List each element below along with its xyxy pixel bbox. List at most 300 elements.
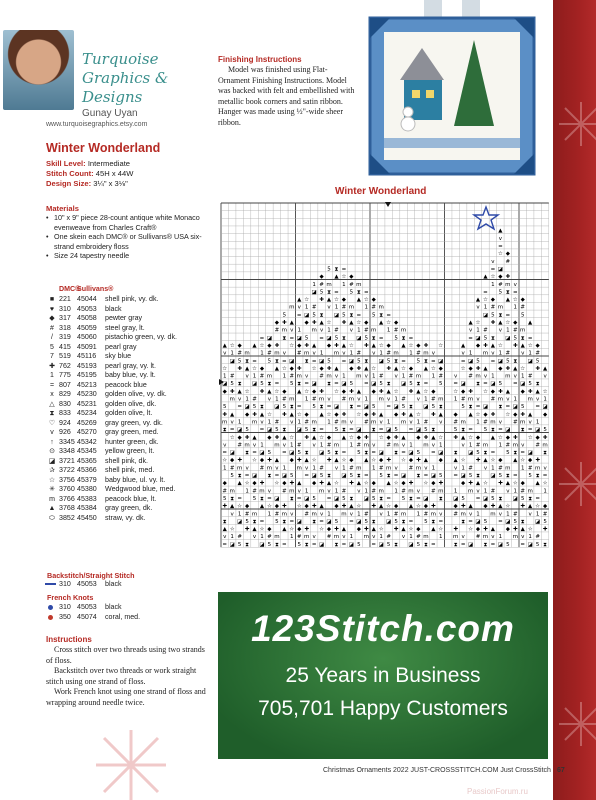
symbol-icon: 7 bbox=[50, 353, 54, 360]
svg-text:1: 1 bbox=[439, 442, 443, 449]
svg-text:m: m bbox=[527, 488, 533, 495]
svg-text:◪: ◪ bbox=[311, 381, 317, 388]
color-name: pearl gray, vy. lt. bbox=[105, 361, 156, 370]
symbol-icon: ↑ bbox=[50, 438, 54, 446]
svg-text:⧗: ⧗ bbox=[349, 312, 354, 319]
svg-text:◪: ◪ bbox=[482, 404, 489, 411]
svg-text:◪: ◪ bbox=[311, 289, 317, 296]
svg-text:#: # bbox=[490, 488, 496, 495]
svg-text:=: = bbox=[431, 541, 436, 548]
svg-text:▲: ▲ bbox=[334, 457, 339, 464]
svg-text:⧗: ⧗ bbox=[394, 358, 399, 365]
svg-text:5: 5 bbox=[297, 541, 301, 548]
svg-text:m: m bbox=[467, 396, 474, 403]
svg-text:⧗: ⧗ bbox=[438, 404, 443, 411]
dmc-number: 3766 bbox=[59, 494, 75, 503]
svg-text:=: = bbox=[520, 541, 526, 548]
dmc-number: 807 bbox=[59, 380, 71, 389]
svg-text:v: v bbox=[319, 511, 324, 518]
svg-text:⧗: ⧗ bbox=[379, 312, 384, 319]
svg-text:☆: ☆ bbox=[386, 320, 392, 326]
svg-text:⧗: ⧗ bbox=[528, 495, 533, 502]
svg-text:✚: ✚ bbox=[222, 503, 228, 510]
svg-text:5: 5 bbox=[535, 541, 540, 548]
svg-text:m: m bbox=[534, 465, 541, 472]
svg-text:◪: ◪ bbox=[341, 381, 347, 388]
svg-text:✚: ✚ bbox=[252, 411, 257, 418]
svg-text:☆: ☆ bbox=[393, 388, 399, 395]
svg-text:✚: ✚ bbox=[378, 388, 384, 395]
svg-text:✚: ✚ bbox=[438, 480, 444, 487]
svg-text:◪: ◪ bbox=[281, 473, 287, 479]
svg-text:▲: ▲ bbox=[244, 365, 250, 372]
svg-text:m: m bbox=[259, 488, 265, 495]
svg-text:▲: ▲ bbox=[319, 320, 324, 326]
svg-text:✚: ✚ bbox=[229, 388, 235, 395]
svg-text:=: = bbox=[438, 518, 444, 525]
svg-text:☆: ☆ bbox=[356, 411, 362, 418]
sullivans-number: 45366 bbox=[77, 466, 97, 474]
svg-text:#: # bbox=[378, 373, 384, 380]
svg-text:◪: ◪ bbox=[475, 335, 481, 342]
key-row bbox=[45, 456, 228, 467]
svg-text:◪: ◪ bbox=[341, 473, 347, 479]
svg-text:=: = bbox=[341, 266, 347, 273]
svg-text:m: m bbox=[303, 350, 310, 357]
svg-text:◆: ◆ bbox=[326, 434, 332, 441]
svg-text:✚: ✚ bbox=[483, 526, 488, 533]
svg-text:◆: ◆ bbox=[438, 457, 443, 464]
svg-text:1: 1 bbox=[297, 419, 301, 426]
svg-text:#: # bbox=[483, 327, 488, 334]
svg-text:5: 5 bbox=[461, 404, 465, 411]
svg-text:⧗: ⧗ bbox=[304, 541, 309, 548]
svg-text:1: 1 bbox=[245, 396, 249, 403]
dmc-number: 833 bbox=[59, 409, 71, 417]
svg-text:v: v bbox=[379, 419, 383, 426]
snowflake-icon bbox=[557, 460, 596, 508]
svg-text:1: 1 bbox=[267, 511, 272, 518]
svg-text:✚: ✚ bbox=[259, 388, 265, 395]
svg-text:m: m bbox=[423, 350, 429, 357]
svg-text:v: v bbox=[312, 534, 316, 541]
svg-text:5: 5 bbox=[230, 381, 234, 388]
svg-text:⧗: ⧗ bbox=[304, 450, 309, 457]
svg-text:v: v bbox=[223, 442, 227, 449]
symbol-icon: / bbox=[51, 334, 53, 341]
designer-website[interactable]: www.turquoisegraphics.etsy.com bbox=[46, 121, 148, 128]
svg-text:⧗: ⧗ bbox=[274, 358, 279, 365]
svg-text:m: m bbox=[244, 442, 250, 449]
svg-text:◆: ◆ bbox=[282, 388, 287, 395]
svg-text:5: 5 bbox=[282, 404, 287, 411]
svg-text:◆: ◆ bbox=[416, 434, 421, 441]
svg-text:⧗: ⧗ bbox=[304, 358, 309, 365]
svg-text:1: 1 bbox=[506, 327, 510, 334]
svg-text:5: 5 bbox=[267, 358, 272, 365]
dmc-number: 830 bbox=[59, 399, 71, 408]
svg-text:5: 5 bbox=[290, 381, 294, 388]
svg-text:▲: ▲ bbox=[371, 342, 376, 349]
svg-text:✚: ✚ bbox=[535, 365, 540, 372]
svg-text:v: v bbox=[282, 350, 286, 357]
svg-text:m: m bbox=[311, 511, 317, 518]
color-name: coral, med. bbox=[105, 613, 141, 621]
svg-text:☆: ☆ bbox=[363, 480, 369, 487]
svg-text:1: 1 bbox=[498, 442, 503, 449]
svg-text:m: m bbox=[266, 373, 273, 380]
svg-text:⧗: ⧗ bbox=[364, 358, 369, 365]
dmc-number: 762 bbox=[59, 361, 71, 370]
svg-text:m: m bbox=[400, 511, 407, 518]
svg-text:1: 1 bbox=[379, 350, 383, 357]
svg-text:m: m bbox=[326, 373, 332, 380]
svg-text:m: m bbox=[326, 281, 332, 288]
svg-text:◪: ◪ bbox=[386, 427, 392, 434]
svg-text:m: m bbox=[475, 373, 481, 380]
svg-text:v: v bbox=[476, 488, 480, 495]
symbol-icon: ☆ bbox=[48, 476, 56, 484]
svg-text:▲: ▲ bbox=[416, 388, 421, 395]
svg-text:v: v bbox=[454, 373, 458, 380]
svg-text:✚: ✚ bbox=[490, 411, 496, 418]
key-row bbox=[45, 352, 225, 362]
svg-text:▲: ▲ bbox=[282, 526, 287, 533]
svg-text:▲: ▲ bbox=[259, 411, 265, 418]
svg-text:m: m bbox=[274, 350, 280, 357]
svg-text:✚: ✚ bbox=[319, 297, 324, 304]
svg-text:◪: ◪ bbox=[274, 495, 280, 502]
svg-text:v: v bbox=[312, 350, 316, 357]
svg-text:v: v bbox=[401, 442, 406, 449]
svg-text:✚: ✚ bbox=[304, 434, 309, 441]
svg-text:5: 5 bbox=[275, 427, 279, 434]
materials-heading: Materials bbox=[46, 204, 79, 213]
svg-text:m: m bbox=[467, 488, 474, 495]
svg-text:v: v bbox=[416, 488, 421, 495]
svg-text:✚: ✚ bbox=[475, 365, 481, 372]
svg-text:1: 1 bbox=[349, 350, 354, 357]
svg-text:5: 5 bbox=[327, 450, 331, 457]
svg-text:☆: ☆ bbox=[408, 342, 414, 349]
svg-text:v: v bbox=[439, 419, 443, 426]
svg-text:◪: ◪ bbox=[318, 450, 325, 457]
svg-text:1: 1 bbox=[461, 465, 465, 472]
svg-text:✚: ✚ bbox=[222, 411, 228, 418]
svg-text:5: 5 bbox=[439, 473, 443, 479]
svg-text:☆: ☆ bbox=[393, 480, 399, 487]
svg-text:1: 1 bbox=[498, 534, 503, 541]
svg-text:◪: ◪ bbox=[475, 518, 481, 525]
svg-text:⧗: ⧗ bbox=[409, 495, 413, 502]
svg-text:1: 1 bbox=[468, 350, 473, 357]
symbol-icon: ✳ bbox=[49, 486, 55, 493]
svg-text:◪: ◪ bbox=[460, 473, 466, 479]
svg-text:5: 5 bbox=[386, 541, 391, 548]
advertisement[interactable] bbox=[218, 592, 548, 759]
svg-text:=: = bbox=[282, 358, 287, 365]
svg-text:1: 1 bbox=[282, 373, 287, 380]
symbol-icon: = bbox=[49, 381, 55, 389]
svg-text:◪: ◪ bbox=[527, 358, 533, 365]
svg-text:5: 5 bbox=[528, 381, 532, 388]
svg-text:=: = bbox=[356, 312, 362, 319]
svg-text:◪: ◪ bbox=[467, 358, 474, 365]
svg-text:▲: ▲ bbox=[267, 388, 272, 395]
svg-text:⧗: ⧗ bbox=[245, 358, 250, 365]
svg-text:⧗: ⧗ bbox=[237, 381, 242, 388]
svg-text:1: 1 bbox=[528, 534, 532, 541]
svg-text:=: = bbox=[267, 495, 272, 502]
svg-text:◪: ◪ bbox=[326, 335, 332, 342]
svg-text:◪: ◪ bbox=[490, 381, 496, 388]
svg-text:⧗: ⧗ bbox=[535, 381, 540, 388]
svg-text:◆: ◆ bbox=[289, 457, 294, 464]
dmc-number: 319 bbox=[59, 333, 71, 341]
svg-text:◪: ◪ bbox=[244, 404, 250, 411]
svg-text:#: # bbox=[416, 534, 421, 541]
svg-text:✚: ✚ bbox=[363, 342, 369, 349]
svg-text:5: 5 bbox=[476, 450, 480, 457]
svg-text:▲: ▲ bbox=[341, 342, 347, 349]
svg-text:☆: ☆ bbox=[244, 388, 250, 395]
svg-text:=: = bbox=[341, 541, 347, 548]
svg-text:=: = bbox=[423, 473, 429, 479]
svg-text:▲: ▲ bbox=[222, 526, 227, 533]
svg-text:m: m bbox=[244, 350, 250, 357]
svg-text:▲: ▲ bbox=[230, 411, 235, 418]
sullivans-number: 45230 bbox=[77, 390, 97, 398]
svg-text:v: v bbox=[416, 396, 421, 403]
svg-text:☆: ☆ bbox=[229, 434, 235, 441]
svg-text:✚: ✚ bbox=[512, 526, 518, 533]
key-row bbox=[45, 390, 225, 400]
svg-text:=: = bbox=[341, 450, 347, 457]
svg-text:#: # bbox=[386, 350, 391, 357]
svg-text:◪: ◪ bbox=[266, 427, 273, 434]
svg-text:=: = bbox=[468, 518, 473, 525]
svg-text:v: v bbox=[252, 534, 257, 541]
svg-text:v: v bbox=[491, 534, 495, 541]
svg-text:5: 5 bbox=[327, 266, 331, 273]
svg-text:◪: ◪ bbox=[363, 495, 369, 502]
svg-text:▲: ▲ bbox=[289, 320, 294, 326]
svg-text:v: v bbox=[349, 511, 354, 518]
svg-text:1: 1 bbox=[483, 304, 488, 311]
key-row bbox=[45, 371, 225, 381]
svg-text:5: 5 bbox=[252, 404, 257, 411]
svg-text:▲: ▲ bbox=[468, 503, 473, 510]
svg-text:#: # bbox=[431, 396, 436, 403]
svg-text:☆: ☆ bbox=[430, 365, 436, 372]
svg-text:v: v bbox=[394, 373, 398, 380]
svg-text:☆: ☆ bbox=[274, 388, 280, 395]
svg-text:☆: ☆ bbox=[363, 297, 369, 304]
svg-text:#: # bbox=[512, 327, 518, 334]
svg-text:◆: ◆ bbox=[237, 434, 242, 441]
svg-text:#: # bbox=[512, 511, 518, 518]
svg-text:=: = bbox=[460, 541, 466, 548]
svg-text:▲: ▲ bbox=[326, 480, 332, 487]
sullivans-number: 45450 bbox=[77, 513, 97, 522]
designer-photo bbox=[3, 30, 74, 110]
svg-text:=: = bbox=[416, 495, 421, 502]
svg-text:☆: ☆ bbox=[319, 434, 325, 441]
svg-text:◆: ◆ bbox=[542, 503, 548, 510]
svg-text:v: v bbox=[223, 350, 227, 357]
svg-text:v: v bbox=[372, 442, 376, 449]
svg-text:◪: ◪ bbox=[497, 541, 503, 548]
dmc-number: 829 bbox=[59, 390, 71, 398]
svg-text:◪: ◪ bbox=[371, 381, 377, 388]
svg-text:☆: ☆ bbox=[378, 526, 384, 533]
svg-text:v: v bbox=[223, 534, 227, 541]
ad-brand: 123Stitch.com bbox=[251, 608, 515, 649]
svg-text:v: v bbox=[491, 258, 495, 265]
svg-text:1: 1 bbox=[342, 373, 346, 380]
decorative-border bbox=[553, 0, 596, 800]
svg-text:☆: ☆ bbox=[505, 503, 511, 510]
svg-text:1: 1 bbox=[543, 396, 547, 403]
svg-text:◪: ◪ bbox=[378, 450, 384, 457]
svg-text:=: = bbox=[326, 495, 332, 502]
svg-text:⧗: ⧗ bbox=[416, 381, 421, 388]
svg-text:✚: ✚ bbox=[237, 457, 242, 464]
svg-text:m: m bbox=[289, 396, 295, 403]
svg-text:v: v bbox=[327, 396, 331, 403]
svg-text:☆: ☆ bbox=[304, 297, 310, 304]
svg-text:▲: ▲ bbox=[341, 434, 347, 441]
svg-text:▲: ▲ bbox=[535, 388, 540, 395]
svg-text:✚: ✚ bbox=[468, 480, 473, 487]
svg-text:✚: ✚ bbox=[416, 457, 421, 464]
svg-text:☆: ☆ bbox=[438, 342, 444, 349]
svg-text:#: # bbox=[505, 258, 511, 265]
svg-text:◪: ◪ bbox=[259, 541, 265, 548]
svg-text:◪: ◪ bbox=[289, 358, 295, 365]
svg-text:m: m bbox=[378, 304, 384, 311]
svg-text:v: v bbox=[260, 419, 264, 426]
size-value: 3¼" x 3⅛" bbox=[93, 179, 128, 188]
key-row bbox=[45, 418, 228, 429]
svg-text:v: v bbox=[498, 235, 503, 242]
svg-text:m: m bbox=[505, 373, 511, 380]
svg-text:v: v bbox=[476, 396, 480, 403]
dmc-number: 3345 bbox=[59, 437, 75, 446]
symbol-icon: ▲ bbox=[48, 505, 56, 512]
svg-text:1: 1 bbox=[513, 304, 518, 311]
dmc-number: 310 bbox=[59, 603, 71, 611]
dmc-number: 350 bbox=[59, 613, 71, 621]
svg-text:1: 1 bbox=[364, 396, 369, 403]
svg-text:v: v bbox=[305, 465, 309, 472]
svg-text:☆: ☆ bbox=[505, 411, 511, 418]
svg-text:◆: ◆ bbox=[274, 503, 279, 510]
svg-text:▲: ▲ bbox=[312, 434, 317, 441]
svg-text:#: # bbox=[416, 350, 421, 357]
svg-text:5: 5 bbox=[319, 473, 324, 479]
svg-text:1: 1 bbox=[476, 419, 480, 426]
svg-text:=: = bbox=[319, 427, 324, 434]
color-name: golden olive, lt. bbox=[105, 409, 153, 417]
svg-text:5: 5 bbox=[520, 495, 525, 502]
svg-text:⧗: ⧗ bbox=[438, 495, 443, 502]
key-row bbox=[45, 476, 225, 486]
svg-text:v: v bbox=[521, 534, 525, 541]
svg-text:⧗: ⧗ bbox=[267, 381, 272, 388]
svg-text:⧗: ⧗ bbox=[334, 541, 339, 548]
svg-text:5: 5 bbox=[282, 312, 287, 319]
svg-text:⧗: ⧗ bbox=[371, 335, 376, 342]
svg-text:v: v bbox=[483, 373, 488, 380]
svg-text:#: # bbox=[498, 281, 503, 288]
svg-text:◆: ◆ bbox=[319, 365, 324, 372]
svg-text:m: m bbox=[400, 327, 407, 334]
svg-text:1: 1 bbox=[453, 488, 458, 495]
svg-text:1: 1 bbox=[506, 511, 510, 518]
svg-text:▲: ▲ bbox=[349, 503, 354, 510]
svg-text:◆: ◆ bbox=[237, 342, 242, 349]
svg-text:v: v bbox=[461, 350, 465, 357]
svg-text:⧗: ⧗ bbox=[498, 404, 503, 411]
sullivans-number: 45342 bbox=[77, 437, 97, 446]
sullivans-number: 45053 bbox=[77, 580, 97, 588]
svg-text:◆: ◆ bbox=[475, 342, 481, 349]
svg-text:1: 1 bbox=[409, 442, 413, 449]
key-row bbox=[45, 514, 225, 524]
svg-text:5: 5 bbox=[439, 381, 443, 388]
svg-text:✚: ✚ bbox=[282, 503, 287, 510]
svg-text:=: = bbox=[334, 289, 339, 296]
svg-text:v: v bbox=[290, 511, 294, 518]
svg-text:v: v bbox=[357, 396, 361, 403]
svg-text:✚: ✚ bbox=[453, 434, 458, 441]
svg-text:v: v bbox=[401, 534, 406, 541]
svg-text:v: v bbox=[267, 488, 272, 495]
svg-text:◪: ◪ bbox=[289, 450, 295, 457]
svg-text:⧗: ⧗ bbox=[222, 427, 227, 434]
svg-text:⧗: ⧗ bbox=[237, 473, 242, 479]
svg-text:◪: ◪ bbox=[520, 381, 526, 388]
svg-text:▲: ▲ bbox=[356, 480, 361, 487]
svg-text:◆: ◆ bbox=[356, 434, 361, 441]
svg-text:=: = bbox=[498, 243, 503, 250]
svg-text:▲: ▲ bbox=[505, 480, 510, 487]
svg-text:1: 1 bbox=[476, 511, 480, 518]
svg-text:#: # bbox=[505, 350, 511, 357]
svg-text:1: 1 bbox=[312, 465, 316, 472]
svg-text:☆: ☆ bbox=[229, 342, 235, 349]
symbol-icon: 5 bbox=[50, 343, 54, 351]
svg-text:⧗: ⧗ bbox=[476, 381, 480, 388]
svg-text:✚: ✚ bbox=[296, 457, 302, 464]
svg-text:=: = bbox=[512, 289, 518, 296]
svg-text:⧗: ⧗ bbox=[394, 541, 399, 548]
dmc-number: 3756 bbox=[59, 475, 75, 484]
svg-text:5: 5 bbox=[379, 473, 383, 479]
svg-text:m: m bbox=[356, 281, 362, 288]
svg-text:m: m bbox=[341, 511, 347, 518]
svg-text:m: m bbox=[333, 442, 340, 449]
svg-text:1: 1 bbox=[357, 511, 361, 518]
svg-text:☆: ☆ bbox=[490, 457, 496, 464]
svg-text:◆: ◆ bbox=[416, 342, 421, 349]
french-knot-icon bbox=[48, 615, 53, 620]
svg-text:✚: ✚ bbox=[483, 342, 488, 349]
svg-text:5: 5 bbox=[498, 381, 503, 388]
svg-text:◪: ◪ bbox=[415, 427, 422, 434]
color-name: hunter green, dk. bbox=[105, 437, 159, 446]
